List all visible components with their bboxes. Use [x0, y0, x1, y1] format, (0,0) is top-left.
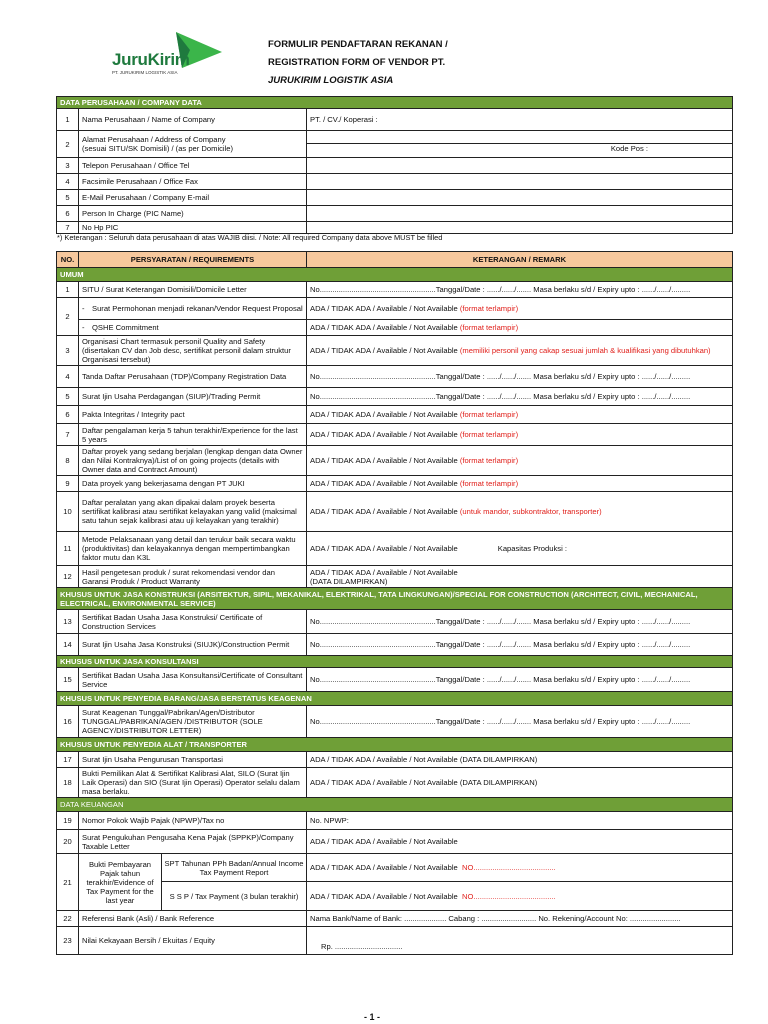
- requirements-table: [56, 251, 733, 955]
- office-tel-field[interactable]: [307, 158, 733, 174]
- table-row: 8 Daftar proyek yang sedang berjalan (lengkap dengan data Owner dan Nilai Kontraknya)/List of on going projects (details with Owner data and Contract Amount) ADA / TIDAK ADA / Available / Not Available (format terlampir): [57, 446, 733, 476]
- field-label: Person In Charge (PIC Name): [79, 206, 307, 222]
- table-row: 13 Sertifikat Badan Usaha Jasa Konstruksi/ Certificate of Construction Services No.......................................................Tanggal/Date : ....../....../....... Masa berlaku s/d / Expiry upto : ....../....../.........: [57, 610, 733, 634]
- table-row: 23 Nilai Kekayaan Bersih / Ekuitas / Equity Rp. ................................: [57, 927, 733, 955]
- section-keuangan: DATA KEUANGAN: [57, 798, 733, 812]
- table-row: 11 Metode Pelaksanaan yang detail dan terukur baik secara waktu (produktivitas) dan kelayakannya dengan mempertimbangkan faktor mutu dan K3L ADA / TIDAK ADA / Available / Not Available Kapasitas Produksi :: [57, 532, 733, 566]
- bank-reference-field[interactable]: Nama Bank/Name of Bank: .................... Cabang : .......................... No. Rekening/Account No: ........................: [307, 911, 733, 927]
- address-field[interactable]: [307, 131, 733, 158]
- availability-remark-field[interactable]: ADA / TIDAK ADA / Available / Not Available (memiliki personil yang cakap sesuai jumlah & kualifikasi yang dibutuhkan): [307, 336, 733, 366]
- row-number: 2: [57, 131, 79, 158]
- date-remark-field[interactable]: No.......................................................Tanggal/Date : ....../....../....... Masa berlaku s/d / Expiry upto : ....../....../.........: [307, 706, 733, 738]
- row-number: 1: [57, 109, 79, 131]
- title-line-3: JURUKIRIM LOGISTIK ASIA: [268, 75, 394, 86]
- availability-remark-field[interactable]: ADA / TIDAK ADA / Available / Not Available (format terlampir): [307, 424, 733, 446]
- date-remark-field[interactable]: No.......................................................Tanggal/Date : ....../....../....... Masa berlaku s/d / Expiry upto : ....../....../.........: [307, 282, 733, 298]
- postal-code-label: Kode Pos :: [610, 144, 649, 153]
- table-row: 3 Telepon Perusahaan / Office Tel: [57, 158, 733, 174]
- field-label: Alamat Perusahaan / Address of Company (sesuai SITU/SK Domisili) / (as per Domicile): [79, 131, 307, 158]
- company-section-header: DATA PERUSAHAAN / COMPANY DATA: [57, 97, 733, 109]
- table-row: 9 Data proyek yang bekerjasama dengan PT JUKI ADA / TIDAK ADA / Available / Not Available (format terlampir): [57, 476, 733, 492]
- availability-remark-field[interactable]: ADA / TIDAK ADA / Available / Not Available (format terlampir): [307, 320, 733, 336]
- table-row: 1 SITU / Surat Keterangan Domisili/Domicile Letter No.......................................................Tanggal/Date : ....../....../....... Masa berlaku s/d / Expiry upto : ....../....../.........: [57, 282, 733, 298]
- table-row: 7 Daftar pengalaman kerja 5 tahun terakhir/Experience for the last 5 years ADA / TIDAK ADA / Available / Not Available (format terlampir): [57, 424, 733, 446]
- table-row: 10 Daftar peralatan yang akan dipakai dalam proyek beserta sertifikat kalibrasi atau sertifikat kelayakan yang valid (maksimal satu tahun sejak kalibrasi atau uji kelayakan yang terakhir) ADA / TIDAK ADA / Available / Not Available (untuk mandor, subkontraktor, transporter): [57, 492, 733, 532]
- header-remark: KETERANGAN / REMARK: [307, 252, 733, 268]
- form-title: [268, 36, 448, 90]
- company-data-table: [56, 96, 733, 234]
- pic-phone-field[interactable]: [307, 222, 733, 234]
- table-row: 15 Sertifikat Badan Usaha Jasa Konsultansi/Certificate of Consultant Service No.......................................................Tanggal/Date : ....../....../....... Masa berlaku s/d / Expiry upto : ....../....../.........: [57, 668, 733, 692]
- table-row: 7 No Hp PIC: [57, 222, 733, 234]
- table-row: 22 Referensi Bank (Asli) / Bank Reference Nama Bank/Name of Bank: .................... Cabang : .......................... No. Rekening/Account No: ........................: [57, 911, 733, 927]
- table-row: 6 Person In Charge (PIC Name): [57, 206, 733, 222]
- logo-text: JuruKirim: [112, 50, 190, 69]
- availability-remark-field[interactable]: ADA / TIDAK ADA / Available / Not Available (format terlampir): [307, 476, 733, 492]
- pic-name-field[interactable]: [307, 206, 733, 222]
- table-row: 3 Organisasi Chart termasuk personil Quality and Safety (disertakan CV dan Job desc, sertifikat personil dalam struktur Organisasi tersebut) ADA / TIDAK ADA / Available / Not Available (memiliki personil yang cakap sesuai jumlah & kualifikasi yang dibutuhkan): [57, 336, 733, 366]
- table-row: 16 Surat Keagenan Tunggal/Pabrikan/Agen/Distributor TUNGGAL/PABRIKAN/AGEN /DISTRIBUTOR (SOLE AGENCY/DISTRIBUTOR LETTER) No.......................................................Tanggal/Date : ....../....../....... Masa berlaku s/d / Expiry upto : ....../....../.........: [57, 706, 733, 738]
- table-row: 12 Hasil pengetesan produk / surat rekomendasi vendor dan Garansi Produk / Product Warranty ADA / TIDAK ADA / Available / Not Available (DATA DILAMPIRKAN): [57, 566, 733, 588]
- availability-remark-field[interactable]: ADA / TIDAK ADA / Available / Not Available (untuk mandor, subkontraktor, transporter): [307, 492, 733, 532]
- logo-subtitle: PT. JURUKIRIM LOGISTIK ASIA: [112, 70, 178, 75]
- field-label: E-Mail Perusahaan / Company E-mail: [79, 190, 307, 206]
- table-row: [57, 131, 733, 158]
- date-remark-field[interactable]: No.......................................................Tanggal/Date : ....../....../....... Masa berlaku s/d / Expiry upto : ....../....../.........: [307, 610, 733, 634]
- availability-remark-field[interactable]: ADA / TIDAK ADA / Available / Not Available (DATA DILAMPIRKAN): [307, 752, 733, 768]
- table-row: 4 Tanda Daftar Perusahaan (TDP)/Company Registration Data No.......................................................Tanggal/Date : ....../....../....... Masa berlaku s/d / Expiry upto : ....../....../.........: [57, 366, 733, 388]
- section-umum: UMUM: [57, 268, 733, 282]
- availability-remark-field[interactable]: ADA / TIDAK ADA / Available / Not Available (DATA DILAMPIRKAN): [307, 768, 733, 798]
- table-row: 2 - Surat Permohonan menjadi rekanan/Vendor Request Proposal ADA / TIDAK ADA / Available / Not Available (format terlampir): [57, 298, 733, 320]
- office-fax-field[interactable]: [307, 174, 733, 190]
- availability-remark-field[interactable]: ADA / TIDAK ADA / Available / Not Available (format terlampir): [307, 298, 733, 320]
- npwp-field[interactable]: No. NPWP:: [307, 812, 733, 830]
- availability-remark-field[interactable]: ADA / TIDAK ADA / Available / Not Available Kapasitas Produksi :: [307, 532, 733, 566]
- section-keagenan: KHUSUS UNTUK PENYEDIA BARANG/JASA BERSTATUS KEAGENAN: [57, 692, 733, 706]
- section-transporter: KHUSUS UNTUK PENYEDIA ALAT / TRANSPORTER: [57, 738, 733, 752]
- availability-remark-field[interactable]: ADA / TIDAK ADA / Available / Not Available (format terlampir): [307, 446, 733, 476]
- date-remark-field[interactable]: No.......................................................Tanggal/Date : ....../....../....... Masa berlaku s/d / Expiry upto : ....../....../.........: [307, 366, 733, 388]
- company-name-field[interactable]: PT. / CV./ Koperasi :: [307, 109, 733, 131]
- table-row: 20 Surat Pengukuhan Pengusaha Kena Pajak (SPPKP)/Company Taxable Letter ADA / TIDAK ADA / Available / Not Available: [57, 830, 733, 854]
- field-label: Telepon Perusahaan / Office Tel: [79, 158, 307, 174]
- availability-remark-field[interactable]: ADA / TIDAK ADA / Available / Not Available (format terlampir): [307, 406, 733, 424]
- tax-remark-field[interactable]: ADA / TIDAK ADA / Available / Not Available NO....................................... ADA / TIDAK ADA / Available / Not Available NO.......................................: [307, 854, 733, 911]
- availability-remark-field[interactable]: ADA / TIDAK ADA / Available / Not Available (DATA DILAMPIRKAN): [307, 566, 733, 588]
- availability-remark-field[interactable]: ADA / TIDAK ADA / Available / Not Available: [307, 830, 733, 854]
- title-line-2: REGISTRATION FORM OF VENDOR PT.: [268, 57, 446, 68]
- table-row: - QSHE Commitment ADA / TIDAK ADA / Available / Not Available (format terlampir): [57, 320, 733, 336]
- page-number: - 1 -: [364, 1012, 381, 1022]
- table-row: 19 Nomor Pokok Wajib Pajak (NPWP)/Tax no No. NPWP:: [57, 812, 733, 830]
- table-row: 4 Facsimile Perusahaan / Office Fax: [57, 174, 733, 190]
- table-row: 5 E-Mail Perusahaan / Company E-mail: [57, 190, 733, 206]
- table-row: 17 Surat Ijin Usaha Pengurusan Transportasi ADA / TIDAK ADA / Available / Not Available (DATA DILAMPIRKAN): [57, 752, 733, 768]
- header-requirements: PERSYARATAN / REQUIREMENTS: [79, 252, 307, 268]
- table-row: 21 Bukti Pembayaran Pajak tahun terakhir/Evidence of Tax Payment for the last year SPT Tahunan PPh Badan/Annual Income Tax Payment Report S S P / Tax Payment (3 bulan terakhir) ADA / TIDAK ADA / Available / Not Available NO....................................... ADA / TIDAK ADA / Available / Not Available NO.......................................: [57, 854, 733, 911]
- date-remark-field[interactable]: No.......................................................Tanggal/Date : ....../....../....... Masa berlaku s/d / Expiry upto : ....../....../.........: [307, 634, 733, 656]
- table-row: 6 Pakta Integritas / Integrity pact ADA / TIDAK ADA / Available / Not Available (format terlampir): [57, 406, 733, 424]
- title-line-1: FORMULIR PENDAFTARAN REKANAN /: [268, 39, 448, 50]
- date-remark-field[interactable]: No.......................................................Tanggal/Date : ....../....../....... Masa berlaku s/d / Expiry upto : ....../....../.........: [307, 388, 733, 406]
- company-data-note: *) Keterangan : Seluruh data perusahaan di atas WAJIB diisi. / Note: All required Company data above MUST be filled: [57, 233, 443, 242]
- equity-field[interactable]: Rp. ................................: [307, 927, 733, 955]
- company-email-field[interactable]: [307, 190, 733, 206]
- field-label: Facsimile Perusahaan / Office Fax: [79, 174, 307, 190]
- section-konsultansi: KHUSUS UNTUK JASA KONSULTANSI: [57, 656, 733, 668]
- field-label: No Hp PIC: [79, 222, 307, 234]
- table-row: 5 Surat Ijin Usaha Perdagangan (SIUP)/Trading Permit No.......................................................Tanggal/Date : ....../....../....... Masa berlaku s/d / Expiry upto : ....../....../.........: [57, 388, 733, 406]
- date-remark-field[interactable]: No.......................................................Tanggal/Date : ....../....../....... Masa berlaku s/d / Expiry upto : ....../....../.........: [307, 668, 733, 692]
- section-konstruksi: KHUSUS UNTUK JASA KONSTRUKSI (ARSITEKTUR, SIPIL, MEKANIKAL, ELEKTRIKAL, TATA LINGKUNGAN)/SPECIAL FOR CONSTRUCTION (ARCHITECT, CIVIL, MECHANICAL, ELECTRICAL, ENVIRONMENTAL SERVICE): [57, 588, 733, 610]
- table-row: [57, 109, 733, 131]
- field-label: Nama Perusahaan / Name of Company: [79, 109, 307, 131]
- company-logo: [104, 30, 224, 80]
- header-no: NO.: [57, 252, 79, 268]
- table-row: 18 Bukti Pemilikan Alat & Sertifikat Kalibrasi Alat, SILO (Surat Ijin Laik Operasi) dan SIO (Surat Ijin Operasi) Operator selalu dalam masa berlaku. ADA / TIDAK ADA / Available / Not Available (DATA DILAMPIRKAN): [57, 768, 733, 798]
- table-row: 14 Surat Ijin Usaha Jasa Konstruksi (SIUJK)/Construction Permit No.......................................................Tanggal/Date : ....../....../....... Masa berlaku s/d / Expiry upto : ....../....../.........: [57, 634, 733, 656]
